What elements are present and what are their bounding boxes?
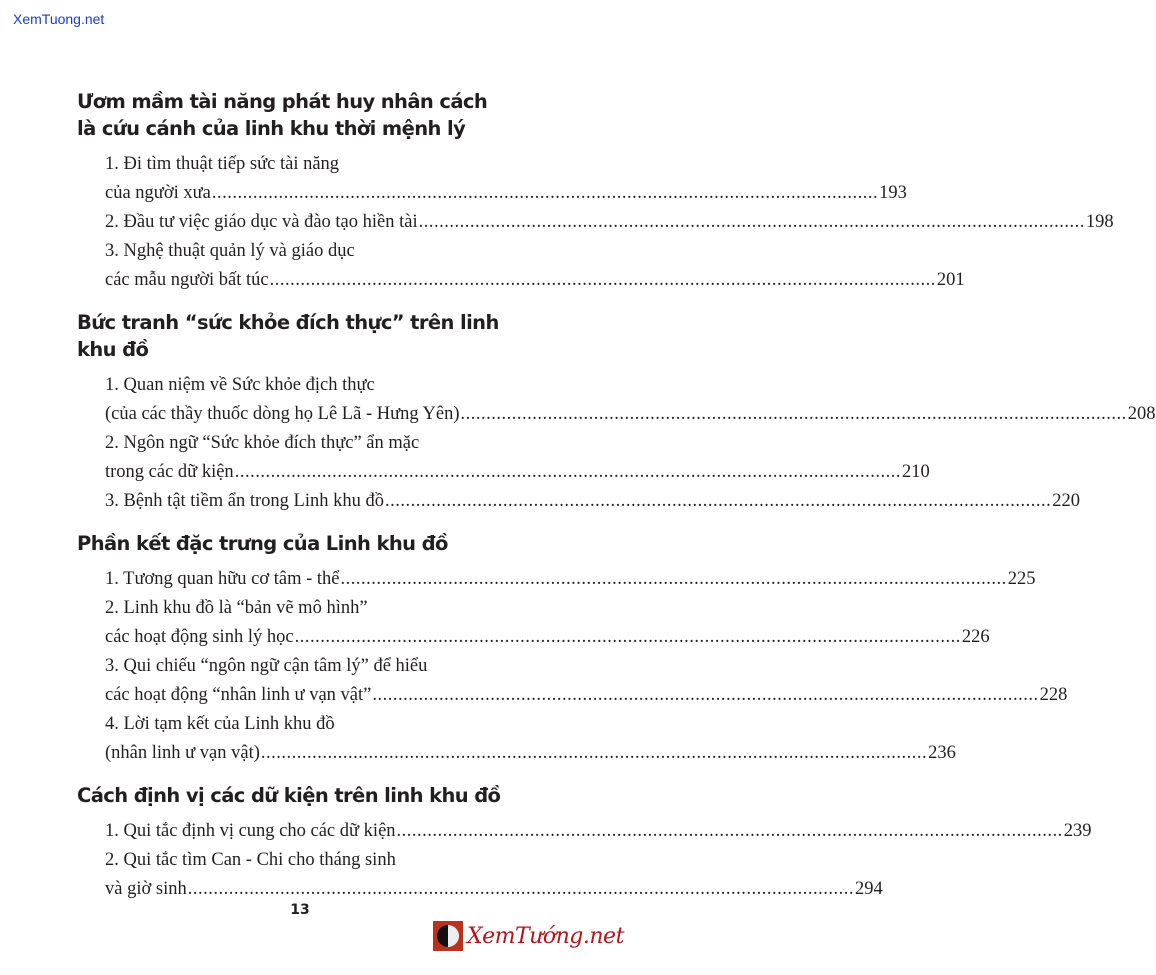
section-title: Bức tranh “sức khỏe đích thực” trên linh khu đồ: [77, 311, 499, 361]
entry-line: 3. Nghệ thuật quản lý và giáo dục: [105, 241, 355, 261]
toc-entry: [105, 237, 965, 295]
entry-page: 226: [961, 627, 990, 647]
entry-page: 208: [1127, 404, 1156, 424]
entry-text: các hoạt động sinh lý học: [105, 627, 294, 647]
section-title: Cách định vị các dữ kiện trên linh khu đồ: [77, 784, 501, 807]
dot-leader: [235, 458, 901, 487]
section-items: [105, 150, 1114, 295]
entry-text: (của các thầy thuốc dòng họ Lê Lã - Hưng Yên): [105, 404, 460, 424]
entry-line: 1. Đi tìm thuật tiếp sức tài năng: [105, 154, 340, 174]
entry-last-line: [105, 681, 1068, 710]
dot-leader: [397, 817, 1063, 846]
toc-entry: [105, 846, 883, 904]
entry-page: 239: [1063, 821, 1092, 841]
entry-last-line: [105, 623, 990, 652]
entry-line: 1. Quan niệm về Sức khỏe địch thực: [105, 375, 375, 395]
entry-line: 4. Lời tạm kết của Linh khu đồ: [105, 714, 335, 734]
entry-page: 228: [1039, 685, 1068, 705]
entry-page: 236: [928, 743, 956, 763]
watermark-top: XemTuong.net: [13, 11, 105, 27]
section-title: Ươm mầm tài năng phát huy nhân cách: [77, 90, 488, 113]
entry-page: 210: [901, 462, 930, 482]
entry-last-line: [105, 875, 883, 904]
dot-leader: [261, 739, 927, 768]
entry-page: 225: [1007, 569, 1036, 589]
toc-entry: [105, 371, 1156, 429]
dot-leader: [341, 565, 1007, 594]
dot-leader: [295, 623, 961, 652]
entry-page: 198: [1085, 212, 1114, 232]
entry-text: 3. Bệnh tật tiềm ẩn trong Linh khu đồ: [105, 491, 384, 511]
dot-leader: [419, 208, 1085, 237]
entry-last-line: [105, 400, 1156, 429]
dot-leader: [270, 266, 936, 295]
dot-leader: [188, 875, 854, 904]
toc-section: [77, 530, 1068, 768]
section-title: là cứu cánh của linh khu thời mệnh lý: [77, 117, 466, 140]
section-items: [105, 817, 1092, 904]
entry-last-line: [105, 179, 907, 208]
entry-text: (nhân linh ư vạn vật): [105, 743, 260, 763]
entry-text: các mẫu người bất túc: [105, 270, 269, 290]
toc-section: [77, 309, 1156, 516]
yin-yang-icon: [433, 921, 463, 951]
toc-entry: [105, 710, 956, 768]
logo-text: XemTướng.net: [467, 923, 624, 949]
toc-section: [77, 88, 1114, 295]
entry-line: 2. Ngôn ngữ “Sức khỏe đích thực” ẩn mặc: [105, 433, 420, 453]
toc-entry: [105, 594, 990, 652]
entry-page: 201: [936, 270, 965, 290]
dot-leader: [385, 487, 1051, 516]
toc-entry: [105, 565, 1036, 594]
entry-last-line: [105, 208, 1114, 237]
toc-entry: [105, 208, 1114, 237]
toc-entry: [105, 817, 1092, 846]
entry-text: trong các dữ kiện: [105, 462, 234, 482]
entry-text: các hoạt động “nhân linh ư vạn vật”: [105, 685, 372, 705]
entry-text: 1. Qui tắc định vị cung cho các dữ kiện: [105, 821, 396, 841]
toc-entry: [105, 150, 907, 208]
entry-last-line: [105, 565, 1036, 594]
section-title: Phần kết đặc trưng của Linh khu đồ: [77, 532, 448, 555]
entry-text: và giờ sinh: [105, 879, 187, 899]
toc-entry: [105, 429, 930, 487]
entry-page: 220: [1052, 491, 1080, 511]
entry-line: 2. Linh khu đồ là “bản vẽ mô hình”: [105, 598, 368, 618]
section-items: [105, 565, 1068, 768]
entry-line: 3. Qui chiếu “ngôn ngữ cận tâm lý” để hiểu: [105, 656, 428, 676]
toc-entry: [105, 652, 1068, 710]
entry-page: 193: [879, 183, 907, 203]
toc-section: [77, 782, 1092, 904]
entry-last-line: [105, 458, 930, 487]
entry-text: 2. Đầu tư việc giáo dục và đào tạo hiền tài: [105, 212, 418, 232]
entry-text: 1. Tương quan hữu cơ tâm - thể: [105, 569, 340, 589]
section-items: [105, 371, 1156, 516]
entry-last-line: [105, 817, 1092, 846]
entry-line: 2. Qui tắc tìm Can - Chi cho tháng sinh: [105, 850, 396, 870]
site-logo: [433, 921, 624, 951]
entry-last-line: [105, 266, 965, 295]
table-of-contents: [77, 88, 1156, 918]
page-number: 13: [290, 902, 310, 918]
entry-page: 294: [854, 879, 883, 899]
entry-last-line: [105, 487, 1080, 516]
dot-leader: [212, 179, 878, 208]
toc-entry: [105, 487, 1080, 516]
entry-text: của người xưa: [105, 183, 211, 203]
entry-last-line: [105, 739, 956, 768]
dot-leader: [372, 681, 1038, 710]
dot-leader: [461, 400, 1127, 429]
